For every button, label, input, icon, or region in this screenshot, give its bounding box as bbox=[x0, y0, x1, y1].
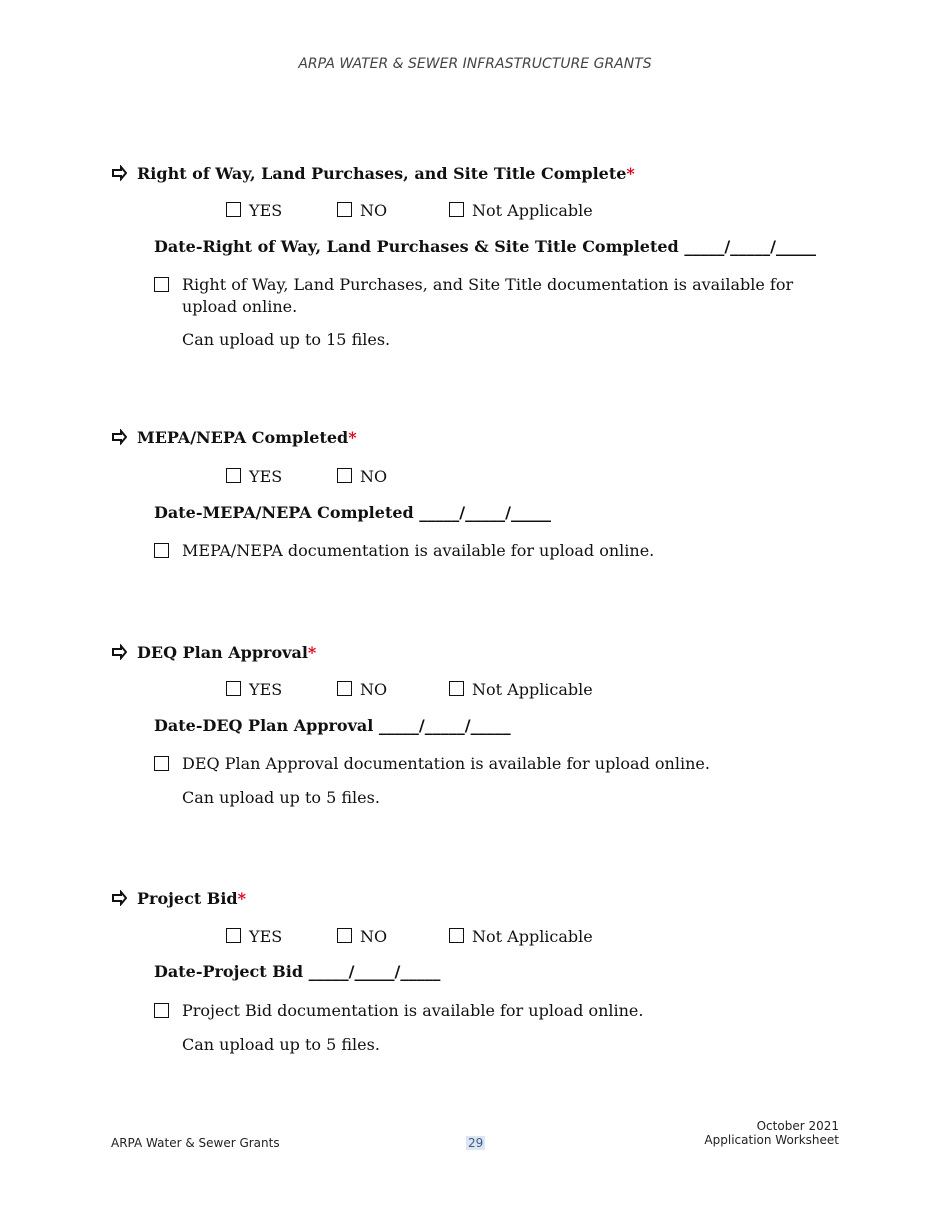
checkbox[interactable] bbox=[449, 928, 464, 943]
section-right-of-way-date: Date-Right of Way, Land Purchases & Site Title Completed _____/_____/_____ bbox=[154, 237, 816, 256]
arrow-bullet-icon bbox=[111, 890, 127, 906]
yes-checkbox-option[interactable]: YES bbox=[226, 680, 337, 699]
section-mepa-doc-check[interactable]: MEPA/NEPA documentation is available for upload online. bbox=[154, 540, 804, 562]
footer-doc-name: Application Worksheet bbox=[704, 1133, 839, 1147]
checkbox[interactable] bbox=[226, 928, 241, 943]
checkbox[interactable] bbox=[226, 681, 241, 696]
no-checkbox-option[interactable]: NO bbox=[337, 927, 449, 946]
upload-note: Can upload up to 5 files. bbox=[182, 1035, 380, 1054]
not-applicable-checkbox-option[interactable]: Not Applicable bbox=[449, 201, 593, 220]
checkbox[interactable] bbox=[154, 543, 169, 558]
footer-left: ARPA Water & Sewer Grants bbox=[111, 1136, 280, 1150]
checkbox[interactable] bbox=[154, 756, 169, 771]
required-asterisk: * bbox=[348, 428, 357, 447]
section-right-of-way-title: Right of Way, Land Purchases, and Site Title Complete* bbox=[111, 164, 635, 183]
section-mepa-date: Date-MEPA/NEPA Completed _____/_____/_____ bbox=[154, 503, 551, 522]
checkbox[interactable] bbox=[449, 681, 464, 696]
section-deq-date: Date-DEQ Plan Approval _____/_____/_____ bbox=[154, 716, 511, 735]
section-right-of-way-doc-check[interactable]: Right of Way, Land Purchases, and Site Title documentation is available for upload online. bbox=[154, 274, 804, 318]
yes-checkbox-option[interactable]: YES bbox=[226, 467, 337, 486]
section-deq-title: DEQ Plan Approval* bbox=[111, 643, 316, 662]
required-asterisk: * bbox=[237, 889, 246, 908]
not-applicable-checkbox-option[interactable]: Not Applicable bbox=[449, 927, 593, 946]
checkbox[interactable] bbox=[449, 202, 464, 217]
checkbox[interactable] bbox=[226, 468, 241, 483]
checkbox[interactable] bbox=[226, 202, 241, 217]
no-checkbox-option[interactable]: NO bbox=[337, 680, 449, 699]
date-blank[interactable]: _____/_____/_____ bbox=[308, 962, 441, 981]
checkbox[interactable] bbox=[337, 928, 352, 943]
arrow-bullet-icon bbox=[111, 644, 127, 660]
section-mepa-options bbox=[226, 467, 387, 486]
checkbox[interactable] bbox=[337, 202, 352, 217]
section-bid-options bbox=[226, 927, 593, 946]
checkbox[interactable] bbox=[337, 468, 352, 483]
section-right-of-way-options bbox=[226, 201, 593, 220]
yes-checkbox-option[interactable]: YES bbox=[226, 927, 337, 946]
no-checkbox-option[interactable]: NO bbox=[337, 467, 387, 486]
page-number: 29 bbox=[468, 1136, 484, 1150]
arrow-bullet-icon bbox=[111, 165, 127, 181]
page-header: ARPA WATER & SEWER INFRASTRUCTURE GRANTS bbox=[298, 56, 652, 72]
section-mepa-title: MEPA/NEPA Completed* bbox=[111, 428, 357, 447]
yes-checkbox-option[interactable]: YES bbox=[226, 201, 337, 220]
section-bid-date: Date-Project Bid _____/_____/_____ bbox=[154, 962, 441, 981]
arrow-bullet-icon bbox=[111, 429, 127, 445]
date-blank[interactable]: _____/_____/_____ bbox=[378, 716, 511, 735]
section-deq-doc-check[interactable]: DEQ Plan Approval documentation is available for upload online. bbox=[154, 753, 804, 775]
required-asterisk: * bbox=[307, 643, 317, 662]
section-deq-options bbox=[226, 680, 593, 699]
upload-note: Can upload up to 15 files. bbox=[182, 330, 391, 349]
upload-note: Can upload up to 5 files. bbox=[182, 788, 380, 807]
section-bid-doc-check[interactable]: Project Bid documentation is available for upload online. bbox=[154, 1000, 804, 1022]
date-blank[interactable]: _____/_____/_____ bbox=[684, 237, 816, 256]
footer-date: October 2021 bbox=[756, 1119, 839, 1133]
date-blank[interactable]: _____/_____/_____ bbox=[419, 503, 551, 522]
not-applicable-checkbox-option[interactable]: Not Applicable bbox=[449, 680, 593, 699]
checkbox[interactable] bbox=[154, 1003, 169, 1018]
footer-right bbox=[704, 1119, 839, 1147]
checkbox[interactable] bbox=[154, 277, 169, 292]
checkbox[interactable] bbox=[337, 681, 352, 696]
section-bid-title: Project Bid* bbox=[111, 889, 246, 908]
required-asterisk: * bbox=[626, 164, 635, 183]
no-checkbox-option[interactable]: NO bbox=[337, 201, 449, 220]
